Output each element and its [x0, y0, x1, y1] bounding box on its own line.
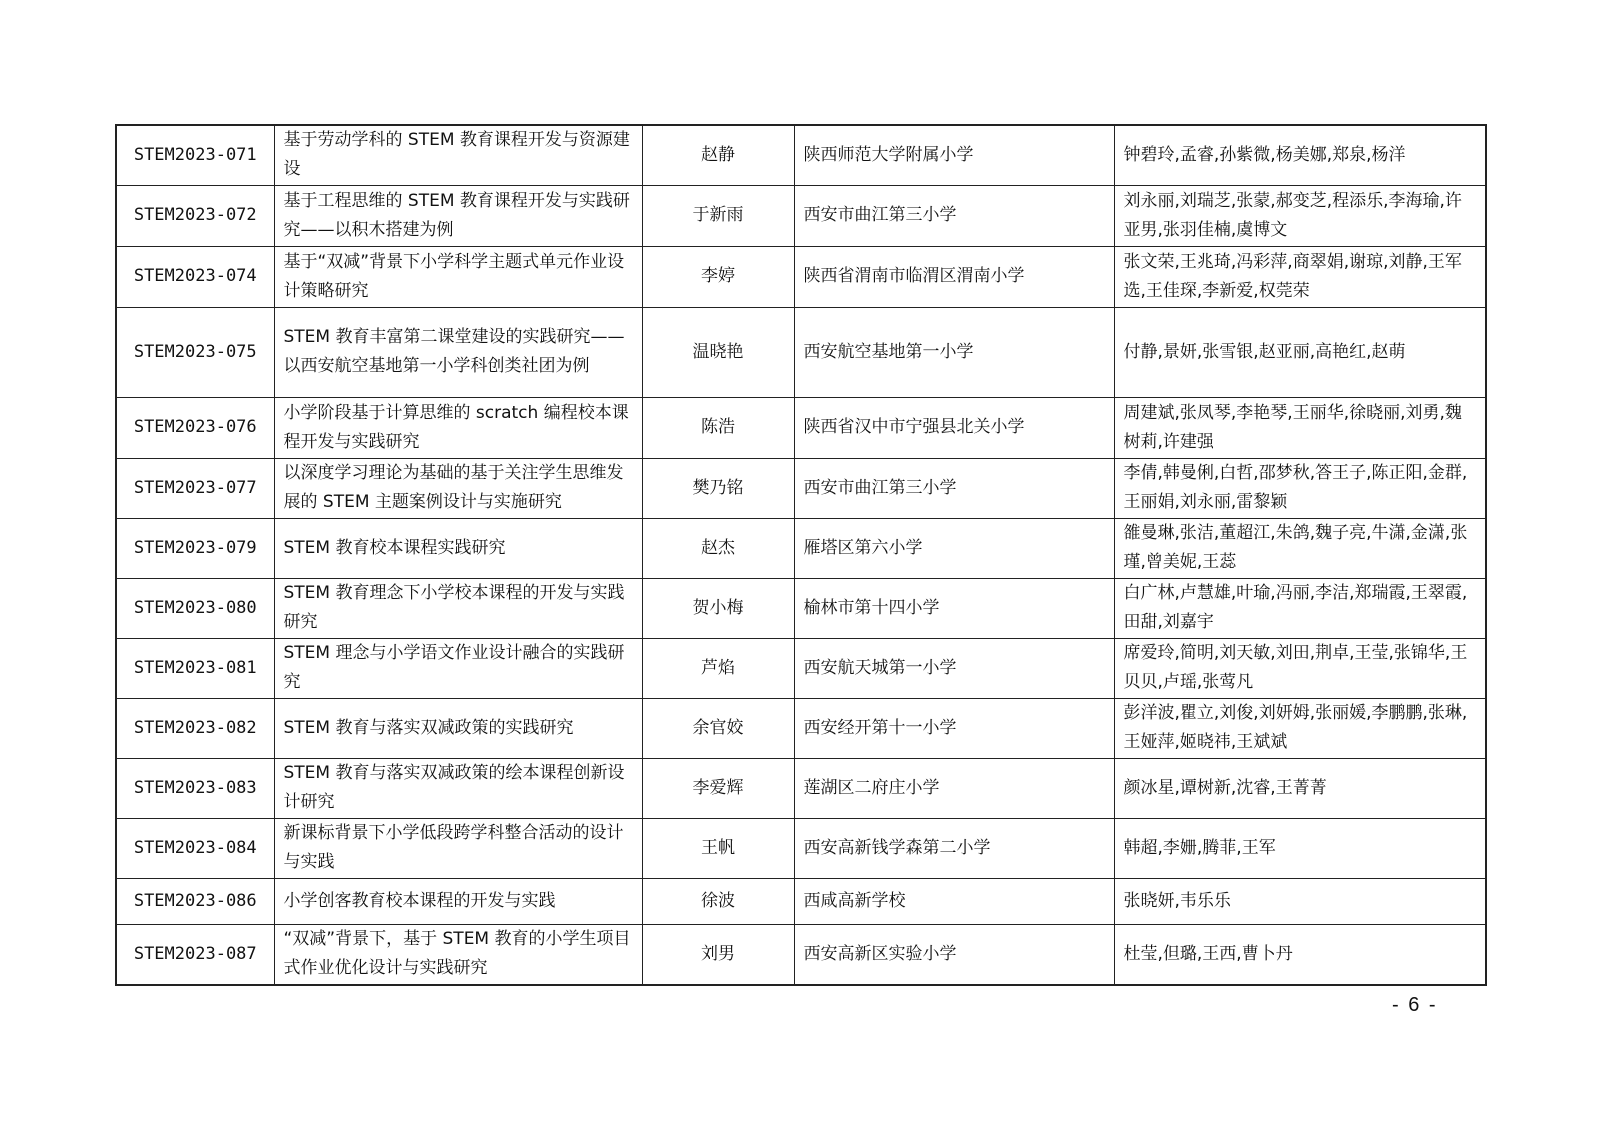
- project-code-cell: STEM2023-079: [116, 518, 274, 578]
- project-leader-cell: 李婷: [642, 246, 794, 307]
- project-code-cell: STEM2023-072: [116, 185, 274, 246]
- project-leader-cell: 赵静: [642, 125, 794, 185]
- table-row: [116, 397, 1486, 458]
- project-members-cell: 颜冰星,谭树新,沈睿,王菁菁: [1114, 758, 1486, 818]
- table-row: [116, 307, 1486, 397]
- table-row: [116, 758, 1486, 818]
- project-unit-cell: 西安高新区实验小学: [794, 924, 1114, 985]
- table-row: [116, 458, 1486, 518]
- project-leader-cell: 赵杰: [642, 518, 794, 578]
- project-unit-cell: 陕西师范大学附属小学: [794, 125, 1114, 185]
- project-code-cell: STEM2023-077: [116, 458, 274, 518]
- table-row: [116, 185, 1486, 246]
- project-leader-cell: 徐波: [642, 878, 794, 924]
- project-code-cell: STEM2023-086: [116, 878, 274, 924]
- project-code-cell: STEM2023-076: [116, 397, 274, 458]
- project-unit-cell: 莲湖区二府庄小学: [794, 758, 1114, 818]
- project-unit-cell: 西安航天城第一小学: [794, 638, 1114, 698]
- projects-table-container: [115, 124, 1485, 986]
- project-members-cell: 杜莹,但璐,王西,曹卜丹: [1114, 924, 1486, 985]
- project-title-cell: STEM 教育丰富第二课堂建设的实践研究——以西安航空基地第一小学科创类社团为例: [274, 307, 642, 397]
- table-row: [116, 878, 1486, 924]
- project-leader-cell: 陈浩: [642, 397, 794, 458]
- project-members-cell: 韩超,李姗,腾菲,王军: [1114, 818, 1486, 878]
- project-title-cell: 小学阶段基于计算思维的 scratch 编程校本课程开发与实践研究: [274, 397, 642, 458]
- project-members-cell: 付静,景妍,张雪银,赵亚丽,高艳红,赵萌: [1114, 307, 1486, 397]
- project-code-cell: STEM2023-084: [116, 818, 274, 878]
- page-number: - 6 -: [1392, 994, 1438, 1016]
- project-code-cell: STEM2023-074: [116, 246, 274, 307]
- project-title-cell: “双减”背景下，基于 STEM 教育的小学生项目式作业优化设计与实践研究: [274, 924, 642, 985]
- project-code-cell: STEM2023-071: [116, 125, 274, 185]
- project-unit-cell: 陕西省渭南市临渭区渭南小学: [794, 246, 1114, 307]
- project-members-cell: 张文荣,王兆琦,冯彩萍,商翠娟,谢琼,刘静,王军选,王佳琛,李新爱,权莞荣: [1114, 246, 1486, 307]
- project-unit-cell: 西安航空基地第一小学: [794, 307, 1114, 397]
- project-leader-cell: 樊乃铭: [642, 458, 794, 518]
- table-row: [116, 698, 1486, 758]
- project-unit-cell: 榆林市第十四小学: [794, 578, 1114, 638]
- project-title-cell: 以深度学习理论为基础的基于关注学生思维发展的 STEM 主题案例设计与实施研究: [274, 458, 642, 518]
- project-members-cell: 李倩,韩曼俐,白哲,邵梦秋,答王子,陈正阳,金群,王丽娟,刘永丽,雷黎颖: [1114, 458, 1486, 518]
- project-unit-cell: 西安经开第十一小学: [794, 698, 1114, 758]
- project-title-cell: 基于“双减”背景下小学科学主题式单元作业设计策略研究: [274, 246, 642, 307]
- project-leader-cell: 王帆: [642, 818, 794, 878]
- project-title-cell: 基于劳动学科的 STEM 教育课程开发与资源建设: [274, 125, 642, 185]
- project-title-cell: STEM 教育校本课程实践研究: [274, 518, 642, 578]
- table-row: [116, 818, 1486, 878]
- project-unit-cell: 西咸高新学校: [794, 878, 1114, 924]
- project-members-cell: 白广林,卢慧雄,叶瑜,冯丽,李洁,郑瑞霞,王翠霞,田甜,刘嘉宇: [1114, 578, 1486, 638]
- project-title-cell: STEM 教育与落实双减政策的绘本课程创新设计研究: [274, 758, 642, 818]
- project-members-cell: 彭洋波,瞿立,刘俊,刘妍姆,张丽媛,李鹏鹏,张琳,王娅萍,姬晓祎,王斌斌: [1114, 698, 1486, 758]
- project-code-cell: STEM2023-081: [116, 638, 274, 698]
- project-leader-cell: 于新雨: [642, 185, 794, 246]
- project-unit-cell: 西安市曲江第三小学: [794, 185, 1114, 246]
- project-unit-cell: 西安高新钱学森第二小学: [794, 818, 1114, 878]
- project-code-cell: STEM2023-083: [116, 758, 274, 818]
- table-row: [116, 518, 1486, 578]
- table-row: [116, 638, 1486, 698]
- project-code-cell: STEM2023-080: [116, 578, 274, 638]
- project-members-cell: 刘永丽,刘瑞芝,张蒙,郝变芝,程添乐,李海瑜,许亚男,张羽佳楠,虞博文: [1114, 185, 1486, 246]
- project-title-cell: 基于工程思维的 STEM 教育课程开发与实践研究——以积木搭建为例: [274, 185, 642, 246]
- project-leader-cell: 余官姣: [642, 698, 794, 758]
- project-members-cell: 周建斌,张凤琴,李艳琴,王丽华,徐晓丽,刘勇,魏树莉,许建强: [1114, 397, 1486, 458]
- project-leader-cell: 芦焰: [642, 638, 794, 698]
- table-row: [116, 578, 1486, 638]
- project-leader-cell: 贺小梅: [642, 578, 794, 638]
- project-unit-cell: 西安市曲江第三小学: [794, 458, 1114, 518]
- project-members-cell: 钟碧玲,孟睿,孙紫微,杨美娜,郑泉,杨洋: [1114, 125, 1486, 185]
- project-leader-cell: 温晓艳: [642, 307, 794, 397]
- project-unit-cell: 雁塔区第六小学: [794, 518, 1114, 578]
- project-members-cell: 席爱玲,简明,刘天敏,刘田,荆卓,王莹,张锦华,王贝贝,卢瑶,张莺凡: [1114, 638, 1486, 698]
- projects-table-body: [116, 125, 1486, 985]
- project-leader-cell: 刘男: [642, 924, 794, 985]
- project-members-cell: 张晓妍,韦乐乐: [1114, 878, 1486, 924]
- project-members-cell: 雒曼琳,张洁,董超江,朱鸽,魏子亮,牛潇,金潇,张瑾,曾美妮,王蕊: [1114, 518, 1486, 578]
- table-row: [116, 125, 1486, 185]
- projects-table: [115, 124, 1487, 986]
- project-title-cell: STEM 教育理念下小学校本课程的开发与实践研究: [274, 578, 642, 638]
- project-title-cell: STEM 理念与小学语文作业设计融合的实践研究: [274, 638, 642, 698]
- project-title-cell: STEM 教育与落实双减政策的实践研究: [274, 698, 642, 758]
- project-title-cell: 小学创客教育校本课程的开发与实践: [274, 878, 642, 924]
- project-leader-cell: 李爱辉: [642, 758, 794, 818]
- project-unit-cell: 陕西省汉中市宁强县北关小学: [794, 397, 1114, 458]
- project-title-cell: 新课标背景下小学低段跨学科整合活动的设计与实践: [274, 818, 642, 878]
- table-row: [116, 246, 1486, 307]
- table-row: [116, 924, 1486, 985]
- project-code-cell: STEM2023-082: [116, 698, 274, 758]
- project-code-cell: STEM2023-087: [116, 924, 274, 985]
- project-code-cell: STEM2023-075: [116, 307, 274, 397]
